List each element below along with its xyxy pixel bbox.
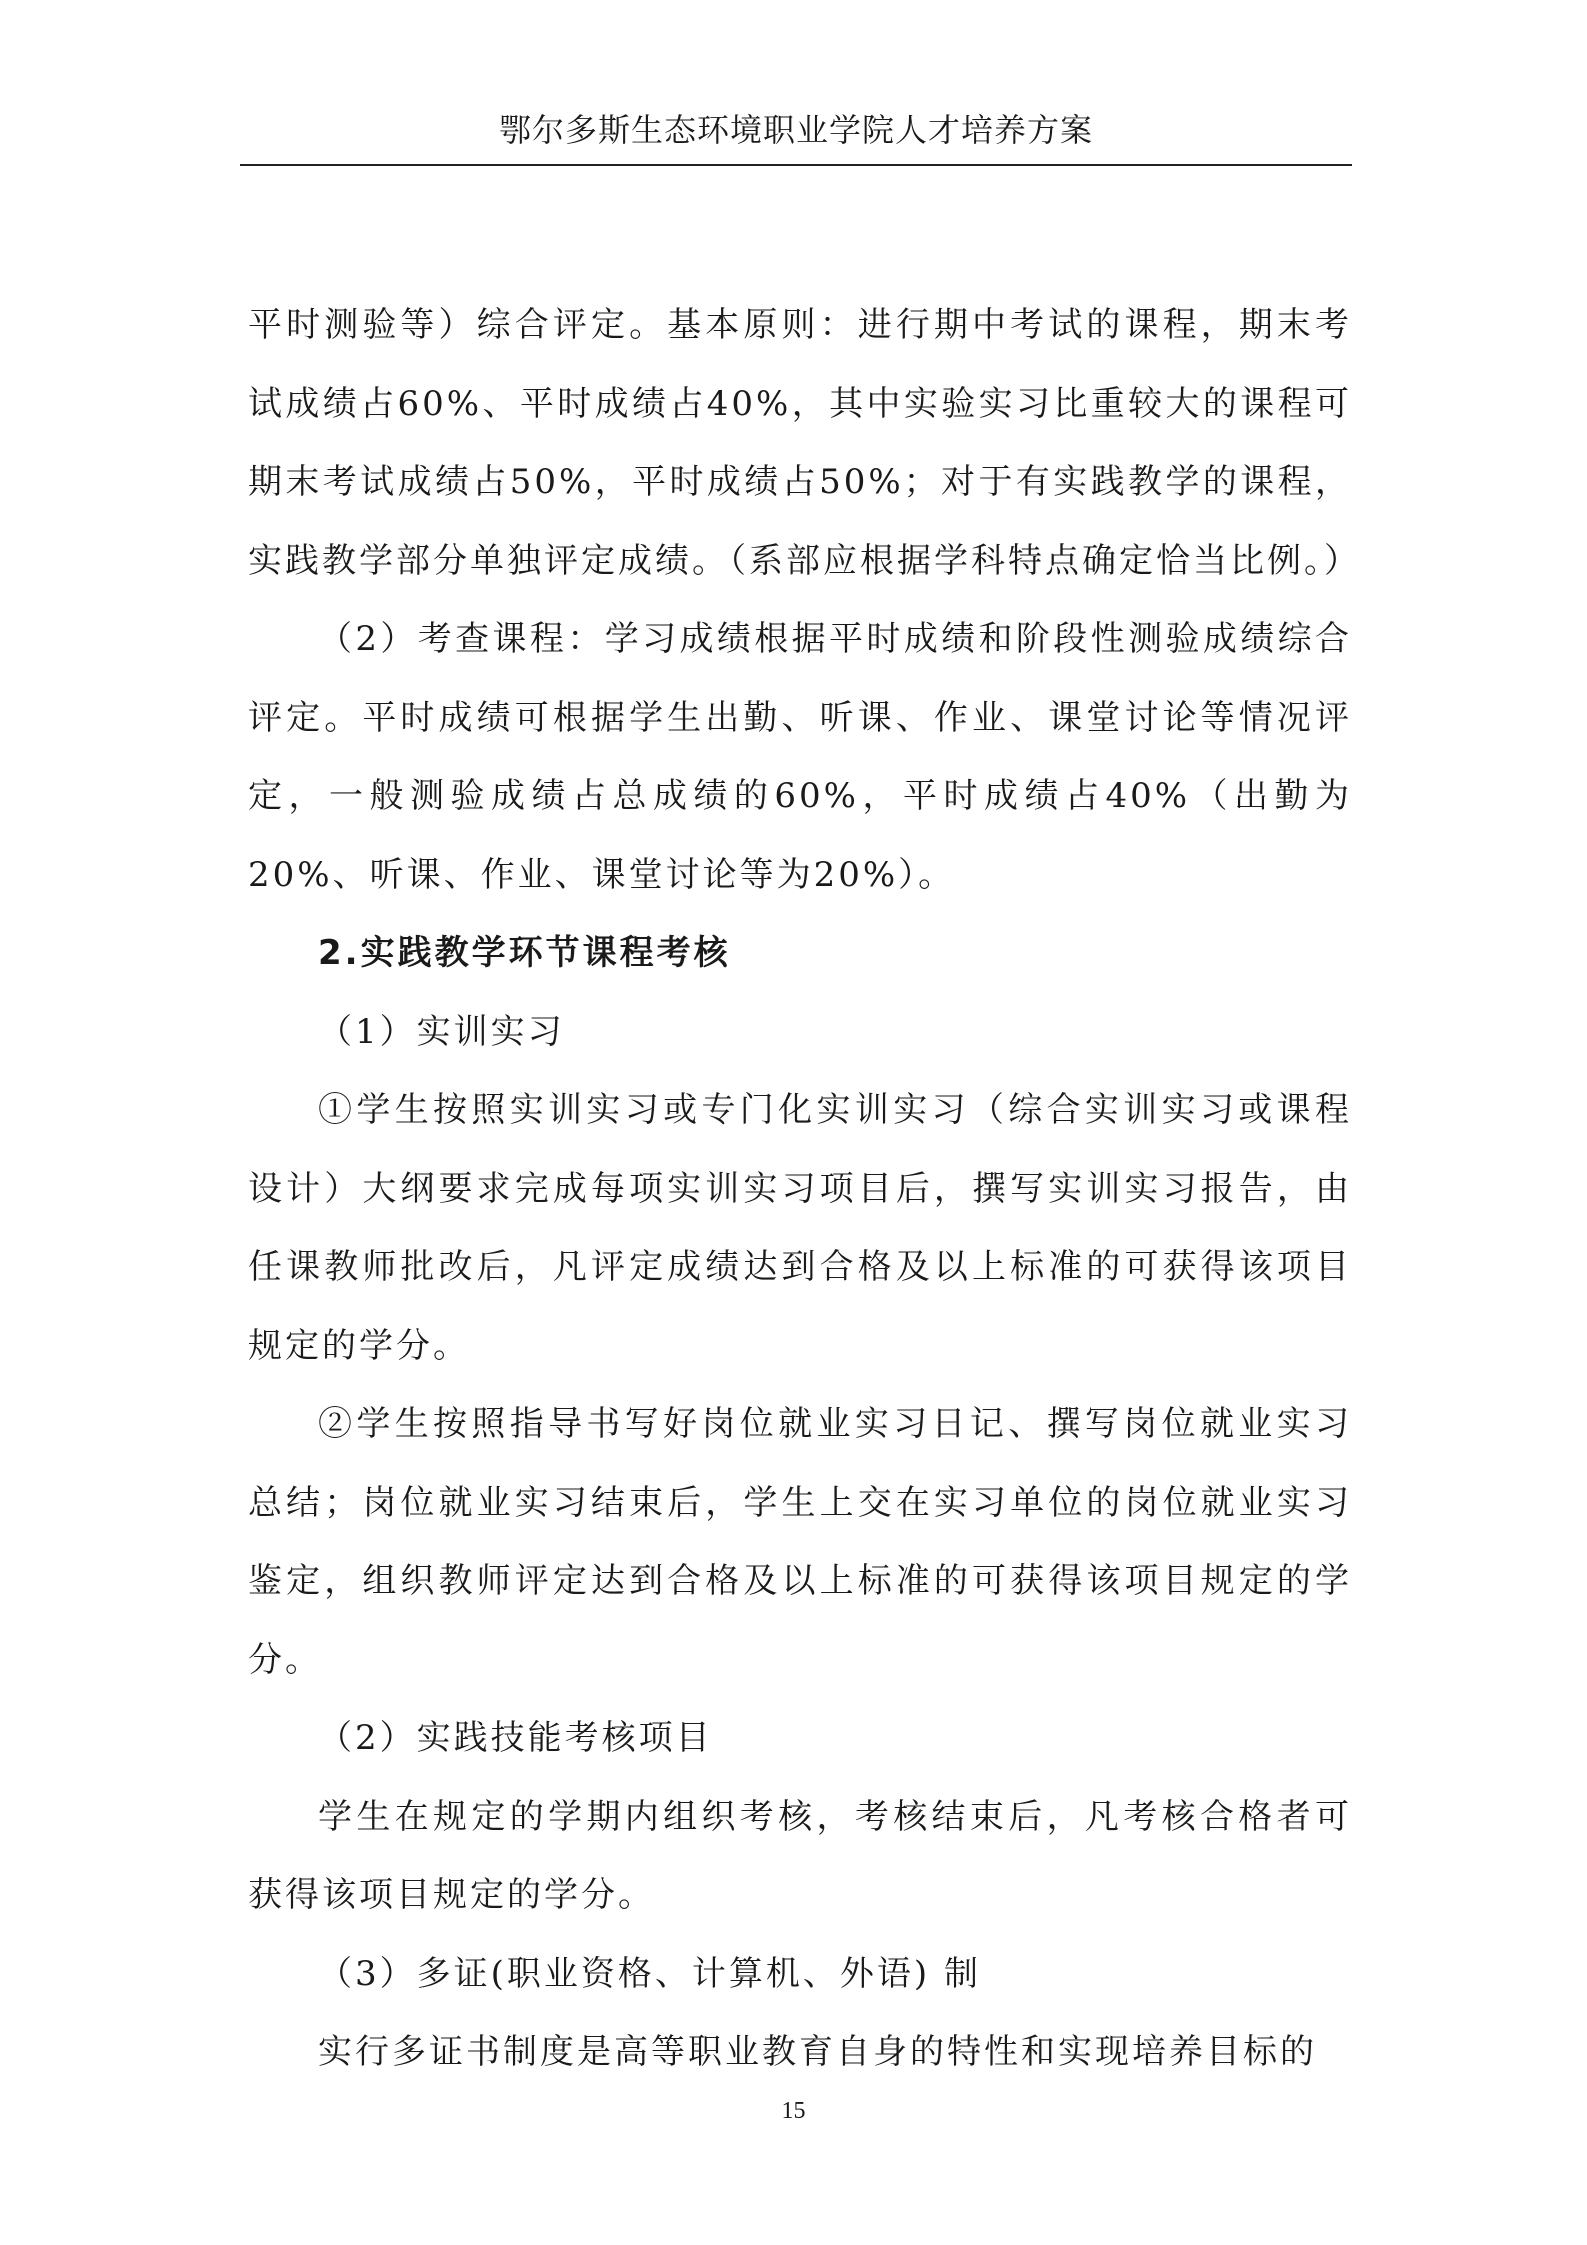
- page-header: [240, 108, 1352, 166]
- paragraph-training-report: ①学生按照实训实习或专门化实训实习（综合实训实习或课程设计）大纲要求完成每项实训实习项目后，撰写实训实习报告，由任课教师批改后，凡评定成绩达到合格及以上标准的可获得该项目规定的学分。: [248, 1090, 1352, 1366]
- page-number: 15: [781, 2098, 806, 2124]
- subheading-training-internship: （1）实训实习: [318, 1011, 565, 1052]
- subheading-skill-assessment: （2）实践技能考核项目: [318, 1718, 713, 1758]
- paragraph-multi-certificate: 实行多证书制度是高等职业教育自身的特性和实现培养目标的: [318, 2032, 1317, 2072]
- paragraph-internship-diary: ②学生按照指导书写好岗位就业实习日记、撰写岗位就业实习总结；岗位就业实习结束后，学生上交在实习单位的岗位就业实习鉴定，组织教师评定达到合格及以上标准的可获得该项目规定的学分。: [248, 1404, 1352, 1680]
- subheading-multi-certificate: （3）多证(职业资格、计算机、外语) 制: [318, 1953, 981, 1994]
- paragraph-assessment-courses: （2）考查课程：学习成绩根据平时成绩和阶段性测验成绩综合评定。平时成绩可根据学生出勤、听课、作业、课堂讨论等情况评定，一般测验成绩占总成绩的60%，平时成绩占40%（出勤为20%、听课、作业、课堂讨论等为20%）。: [248, 619, 1352, 895]
- paragraph-exam-weighting: 平时测验等）综合评定。基本原则：进行期中考试的课程，期末考试成绩占60%、平时成绩占40%，其中实验实习比重较大的课程可期末考试成绩占50%，平时成绩占50%；对于有实践教学的课程，实践教学部分单独评定成绩。（系部应根据学科特点确定恰当比例。）: [248, 305, 1361, 581]
- header-title: 鄂尔多斯生态环境职业学院人才培养方案: [498, 111, 1093, 149]
- section-heading-practice-assessment: 2.实践教学环节课程考核: [318, 933, 731, 973]
- document-body: [248, 286, 1361, 2092]
- paragraph-skill-credit: 学生在规定的学期内组织考核，考核结束后，凡考核合格者可获得该项目规定的学分。: [248, 1796, 1352, 1915]
